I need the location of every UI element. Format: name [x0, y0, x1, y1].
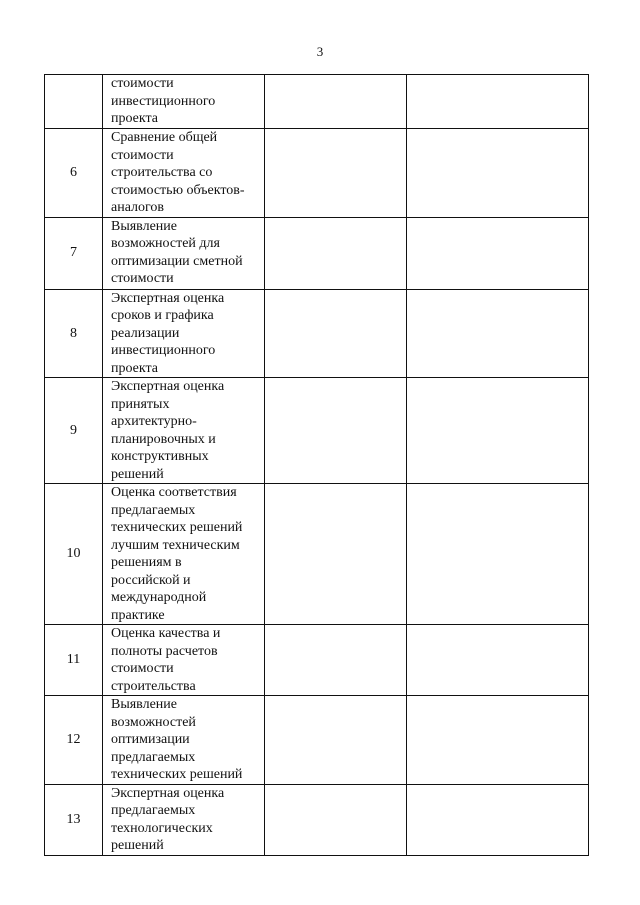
stage-description-cell — [103, 696, 265, 785]
expert-evaluation-table — [44, 74, 589, 856]
row-number-cell: 11 — [45, 625, 103, 696]
empty-cell-col3 — [265, 784, 407, 855]
stage-description-line: Оценка соответствия — [111, 485, 237, 500]
stage-description-cell — [103, 217, 265, 289]
stage-description-line: Экспертная оценка — [111, 785, 225, 801]
empty-cell-col4 — [407, 625, 589, 696]
stage-description-line: стоимости — [111, 661, 174, 676]
stage-description-line: инвестиционного — [111, 343, 216, 358]
stage-description-cell — [103, 378, 265, 484]
stage-description-line: Выявление — [111, 218, 178, 234]
stage-description-line: полноты расчетов — [111, 643, 218, 659]
stage-description-line: международной — [111, 590, 207, 605]
stage-description-line: решений — [111, 838, 164, 853]
row-number-cell: 6 — [45, 129, 103, 218]
table-row — [45, 378, 589, 484]
empty-cell-col4 — [407, 378, 589, 484]
stage-description-line: стоимостью объектов- — [111, 182, 245, 198]
table-row — [45, 217, 589, 289]
stage-description-line: строительства — [111, 678, 196, 694]
empty-cell-col4 — [407, 784, 589, 855]
stage-description-line: строительства со — [111, 165, 213, 180]
stage-description-line: инвестиционного — [111, 93, 216, 109]
stage-description-cell — [103, 625, 265, 696]
empty-cell-col4 — [407, 129, 589, 218]
stage-description-line: российской и — [111, 572, 191, 588]
stage-description-line: стоимости — [111, 271, 174, 286]
row-number-cell: 13 — [45, 784, 103, 855]
stage-description-line: технических решений — [111, 767, 243, 782]
row-number-cell: 9 — [45, 378, 103, 484]
empty-cell-col4 — [407, 217, 589, 289]
empty-cell-col3 — [265, 484, 407, 625]
row-number-cell: 8 — [45, 289, 103, 378]
stage-description-line: лучшим техническим — [111, 537, 240, 553]
page-number: 3 — [316, 44, 324, 59]
table-row — [45, 129, 589, 218]
stage-description-line: возможностей — [111, 714, 196, 730]
stage-description-line: предлагаемых — [111, 502, 196, 518]
stage-description-cell — [103, 484, 265, 625]
table-row — [45, 696, 589, 785]
stage-description-line: проекта — [111, 360, 158, 376]
empty-cell-col4 — [407, 696, 589, 785]
stage-description-line: оптимизации — [111, 732, 190, 747]
stage-description-line: проекта — [111, 111, 158, 126]
empty-cell-col3 — [265, 625, 407, 696]
stage-description-line: решений — [111, 466, 164, 482]
row-number-cell: 10 — [45, 484, 103, 625]
stage-description-line: предлагаемых — [111, 749, 196, 765]
stage-description-line: Экспертная оценка — [111, 379, 225, 394]
stage-description-line: Оценка качества и — [111, 626, 221, 641]
row-number-cell: 12 — [45, 696, 103, 785]
stage-description-line: стоимости — [111, 76, 174, 91]
stage-description-line: архитектурно- — [111, 414, 197, 429]
stage-description-line: технологических — [111, 820, 213, 836]
stage-description-line: планировочных и — [111, 431, 216, 447]
empty-cell-col3 — [265, 696, 407, 785]
empty-cell-col4 — [407, 75, 589, 129]
empty-cell-col3 — [265, 378, 407, 484]
stage-description-cell — [103, 289, 265, 378]
empty-cell-col3 — [265, 75, 407, 129]
empty-cell-col4 — [407, 289, 589, 378]
stage-description-cell — [103, 129, 265, 218]
stage-description-cell — [103, 784, 265, 855]
stage-description-line: оптимизации сметной — [111, 253, 243, 269]
table-row — [45, 484, 589, 625]
stage-description-line: решениям в — [111, 555, 182, 570]
stage-description-line: предлагаемых — [111, 803, 196, 818]
stage-description-line: Сравнение общей — [111, 130, 218, 145]
table-row — [45, 75, 589, 129]
row-number-cell — [45, 75, 103, 129]
stage-description-line: Экспертная оценка — [111, 290, 225, 306]
stage-description-line: Выявление — [111, 697, 178, 712]
stage-description-line: аналогов — [111, 200, 165, 215]
table-row — [45, 784, 589, 855]
empty-cell-col3 — [265, 217, 407, 289]
table-row — [45, 289, 589, 378]
stage-description-line: принятых — [111, 396, 170, 412]
stage-description-line: реализации — [111, 325, 180, 341]
stage-description-line: сроков и графика — [111, 308, 214, 323]
empty-cell-col3 — [265, 289, 407, 378]
stage-description-line: возможностей для — [111, 236, 220, 251]
stage-description-line: конструктивных — [111, 449, 209, 464]
table-row — [45, 625, 589, 696]
stage-description-line: практике — [111, 607, 165, 623]
stage-description-line: стоимости — [111, 147, 174, 163]
stage-description-cell — [103, 75, 265, 129]
row-number-cell: 7 — [45, 217, 103, 289]
empty-cell-col4 — [407, 484, 589, 625]
empty-cell-col3 — [265, 129, 407, 218]
table-body — [45, 75, 589, 856]
stage-description-line: технических решений — [111, 520, 243, 535]
